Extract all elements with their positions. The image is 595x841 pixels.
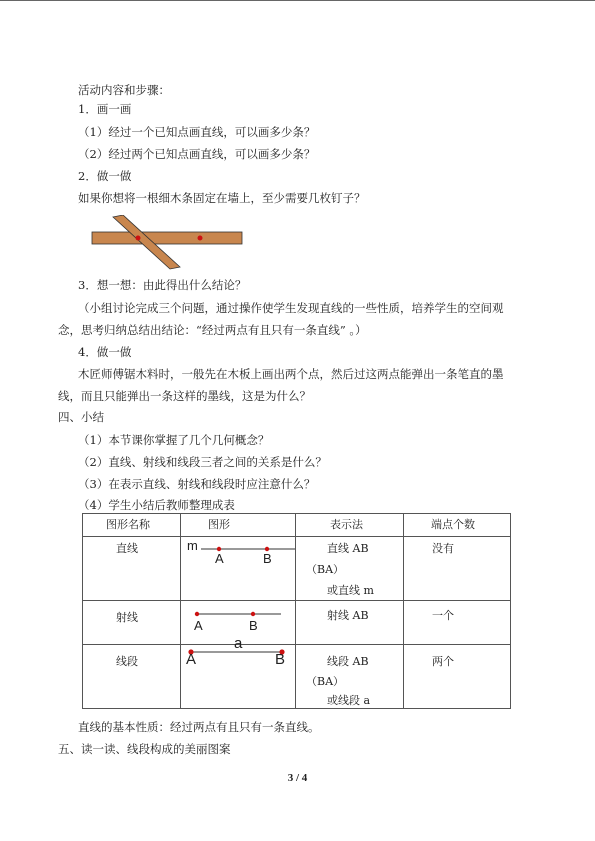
step-1-question-1: （1）经过一个已知点画直线，可以画多少条？ [78,125,316,139]
step-3-note-line-2: 念，思考归纳总结出结论：“经过两点有且只有一条直线” 。） [58,323,367,337]
summary-question-2: （2）直线、射线和线段三者之间的关系是什么？ [78,455,327,469]
step-3-note-line-1: （小组讨论完成三个问题，通过操作使学生发现直线的一些性质，培养学生的空间观 [78,301,504,315]
table-row [83,537,511,601]
row-endpoints-cell: 两个 [404,645,511,709]
step-4-text-line-1: 木匠师傅锯木料时，一般先在木板上画出两个点，然后过这两点能弹出一条笔直的墨 [78,367,504,381]
table-row [83,601,511,645]
segment-label-b: B [275,651,286,668]
summary-question-3: （3）在表示直线、射线和线段时应注意什么？ [78,477,316,491]
row-endpoints-cell: 一个 [404,601,511,645]
header-cell: 端点个数 [404,514,511,537]
row-figure-cell [181,635,296,709]
step-1-question-2: （2）经过两个已知点画直线，可以画多少条？ [78,147,316,161]
activity-heading: 活动内容和步骤： [78,83,170,97]
ray-label-b: B [249,618,258,633]
step-1-title: 1．画一画 [78,102,132,116]
row-notation-cell: 直线 AB （BA） 或直线 m [296,537,404,601]
section-5-heading: 五、读一读、线段构成的美丽图案 [58,742,231,756]
nail-point-2 [198,236,203,241]
step-2-text: 如果你想将一根细木条固定在墙上，至少需要几枚钉子？ [78,191,366,205]
row-notation-cell: 线段 AB （BA） 或线段 a [296,645,404,709]
summary-table [82,513,511,709]
row-endpoints-cell: 没有 [404,537,511,601]
step-4-title: 4．做一做 [78,345,132,359]
summary-heading: 四、小结 [58,410,104,424]
segment-label-a-lower: a [234,635,243,652]
step-3-title: 3．想一想：由此得出什么结论？ [78,278,247,292]
ray-label-a: A [194,618,203,633]
header-cell: 表示法 [296,514,404,537]
horizontal-wood-strip [92,232,242,244]
table-header-row [83,514,511,537]
summary-question-1: （1）本节课你掌握了几个几何概念？ [78,433,270,447]
table-row [83,645,511,709]
nail-point-1 [136,236,141,241]
row-name-cell: 射线 [83,601,181,645]
line-label-a: A [215,551,224,566]
line-label-m: m [187,538,198,553]
wood-strip-figure [88,215,246,271]
line-label-b: B [263,551,272,566]
page-number: 3 / 4 [287,772,308,784]
row-name-cell: 线段 [83,645,181,709]
step-4-text-line-2: 线，而且只能弹出一条这样的墨线，这是为什么？ [58,389,311,403]
row-notation-cell: 射线 AB [296,601,404,645]
header-cell: 图形 [181,514,296,537]
header-rule [0,0,595,1]
line-property: 直线的基本性质：经过两点有且只有一条直线。 [78,720,320,734]
step-2-title: 2．做一做 [78,169,132,183]
summary-question-4: （4）学生小结后教师整理成表 [78,498,235,512]
line-figure [181,537,296,577]
segment-label-a: A [186,651,197,668]
row-figure-cell [181,537,296,601]
header-cell: 图形名称 [83,514,181,537]
row-name-cell: 直线 [83,537,181,601]
